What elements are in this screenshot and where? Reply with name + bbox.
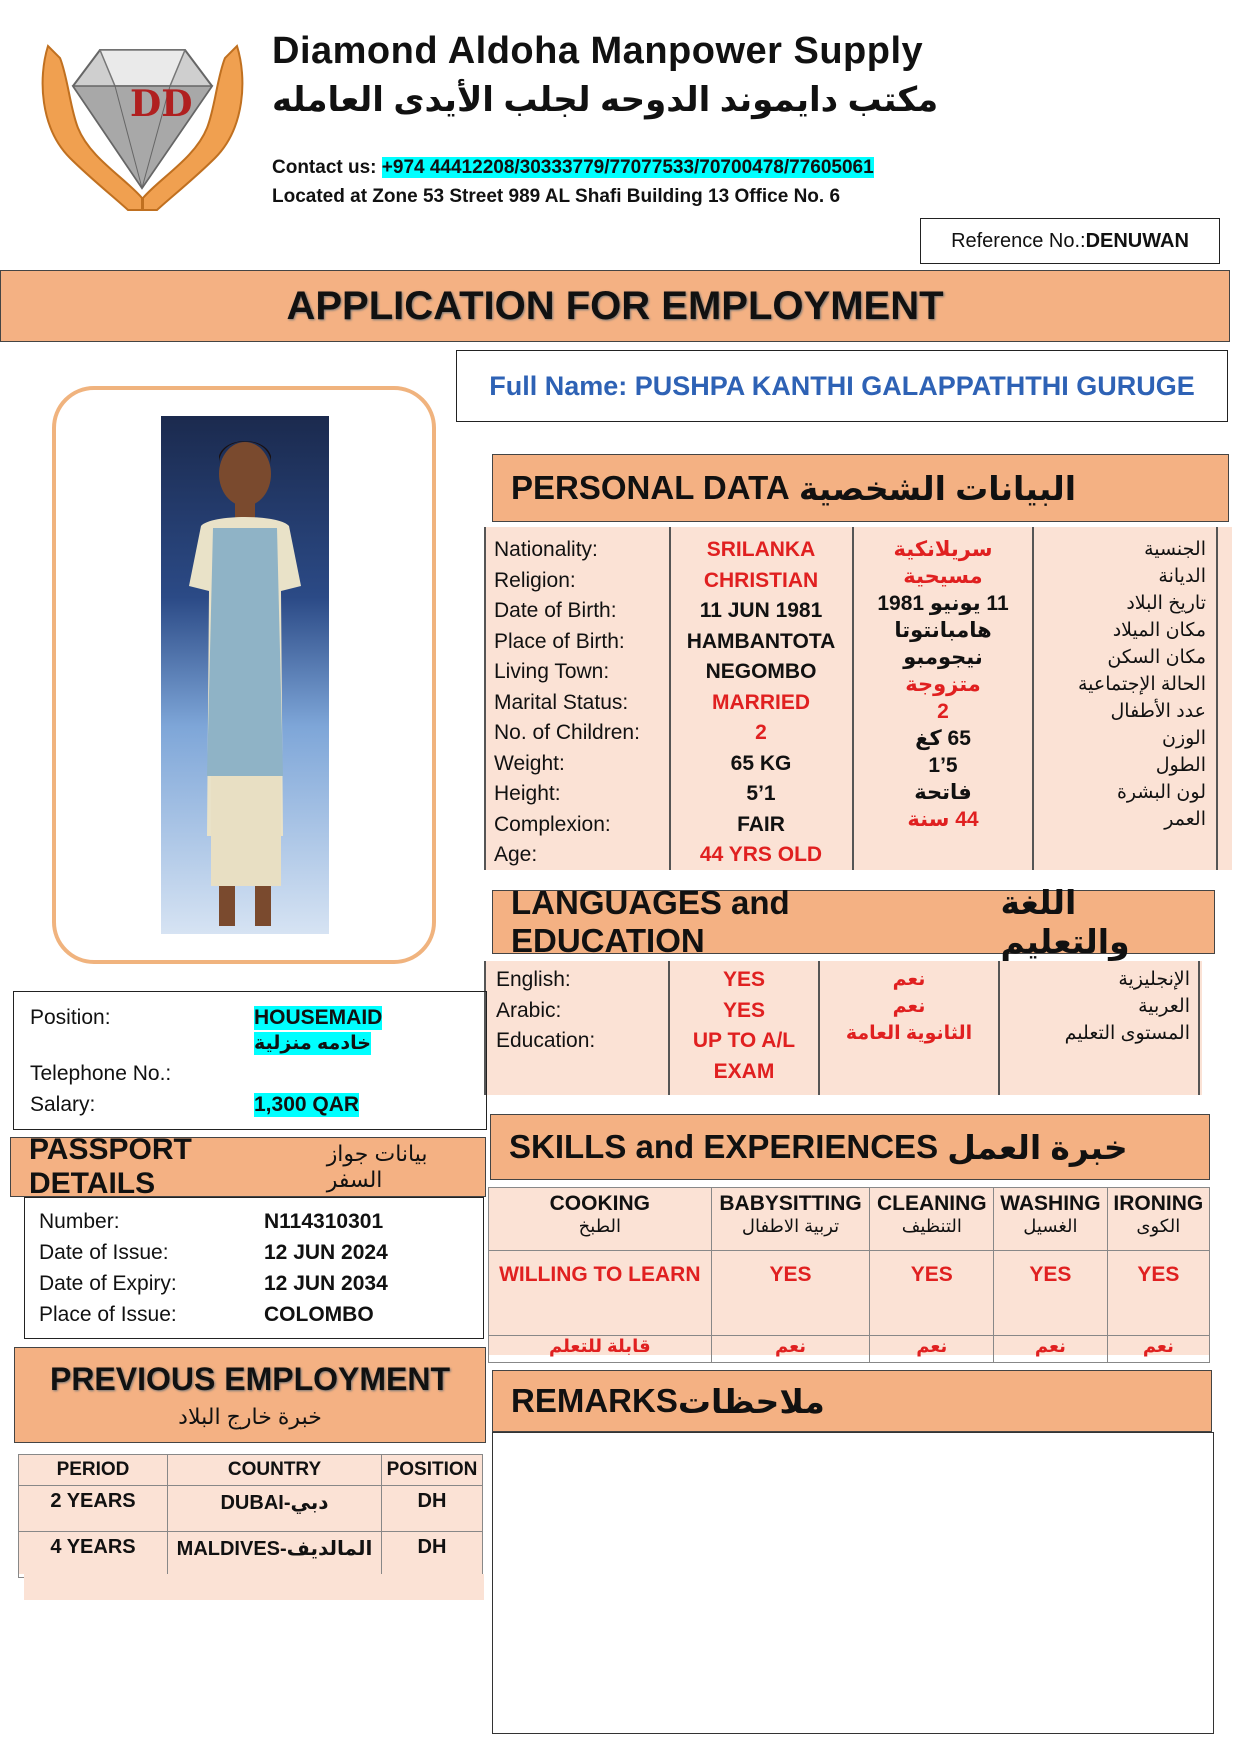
contact-label: Contact us: [272, 157, 377, 178]
personal-value: NEGOMBO [705, 660, 817, 683]
skill-value-cell [489, 1251, 712, 1336]
logo-letter: DD [130, 83, 193, 125]
page-title: APPLICATION FOR EMPLOYMENT [0, 270, 1230, 342]
personal-values [670, 527, 852, 870]
previous-employment-heading [14, 1347, 486, 1443]
personal-values-ar [854, 527, 1032, 870]
skill-value-cell [994, 1251, 1108, 1336]
skill-value-ar-cell [711, 1336, 870, 1363]
personal-label-ar: تاريخ البلاد [1126, 593, 1206, 614]
remarks-heading [492, 1370, 1212, 1432]
skills-heading-en: SKILLS and EXPERIENCES [509, 1128, 939, 1165]
personal-label: Complexion: [494, 812, 611, 836]
contact-numbers: +974 44412208/30333779/77077533/70700478/77605061 [381, 157, 874, 178]
passport-row [39, 1206, 479, 1237]
personal-label: Nationality: [494, 538, 598, 561]
passport-label: Date of Issue: [39, 1241, 169, 1264]
position-value: HOUSEMAID [254, 1006, 383, 1029]
previous-heading-ar: خبرة خارج البلاد [178, 1403, 322, 1429]
salary-value: 1,300 QAR [254, 1093, 360, 1116]
languages-values-ar [820, 961, 998, 1095]
personal-label: Age: [494, 843, 538, 866]
skill-value-ar-cell [870, 1336, 994, 1363]
languages-heading [492, 884, 1215, 960]
skill-value: WILLING TO LEARN [499, 1263, 701, 1286]
skills-grid [488, 1187, 1210, 1363]
languages-heading-en: LANGUAGES and EDUCATION [511, 884, 790, 959]
skills-header-row [489, 1188, 1210, 1251]
skills-table [488, 1187, 1210, 1355]
personal-label: No. of Children: [494, 721, 640, 744]
passport-heading-en: PASSPORT DETAILS [29, 1133, 192, 1200]
language-label: English: [496, 968, 571, 991]
languages-table [484, 961, 1202, 1095]
previous-cell: 4 YEARS [19, 1532, 168, 1578]
skill-value: YES [1137, 1263, 1180, 1286]
previous-heading-en: PREVIOUS EMPLOYMENT [49, 1360, 451, 1397]
personal-label-ar: الجنسية [1144, 539, 1206, 560]
passport-heading [10, 1133, 486, 1200]
languages-labels [496, 961, 666, 1095]
position-label: Position: [30, 1006, 111, 1029]
skill-value-cell [870, 1251, 994, 1336]
reference-label: Reference No.: [951, 229, 1086, 252]
previous-row [19, 1486, 483, 1532]
personal-label: Height: [494, 782, 561, 805]
skill-name-ar: الغسيل [1023, 1216, 1078, 1236]
personal-value: 44 YRS OLD [699, 843, 823, 866]
language-label: Education: [496, 1029, 596, 1052]
contact-line [272, 157, 874, 179]
personal-label: Living Town: [494, 660, 610, 683]
passport-row [39, 1237, 479, 1268]
skill-value: YES [910, 1263, 953, 1286]
skill-value-ar-cell [489, 1336, 712, 1363]
skill-header-cell [870, 1188, 994, 1251]
skill-name: COOKING [549, 1192, 650, 1215]
personal-value: MARRIED [712, 690, 810, 714]
personal-label: Place of Birth: [494, 629, 625, 653]
company-name-en: Diamond Aldoha Manpower Supply [272, 30, 924, 72]
skill-name-ar: الكوى [1136, 1216, 1181, 1236]
personal-value: 65 KG [730, 751, 792, 775]
language-label: Arabic: [496, 998, 562, 1022]
skill-name-ar: الطبخ [578, 1216, 621, 1236]
position-box [13, 991, 487, 1130]
personal-label-ar: لون البشرة [1116, 782, 1206, 803]
language-value: UP TO A/L EXAM [692, 1029, 796, 1083]
personal-value: 2 [755, 721, 767, 744]
skill-header-cell [489, 1188, 712, 1251]
personal-labels [494, 527, 669, 870]
skill-value-ar: نعم [1034, 1336, 1066, 1356]
language-value: YES [722, 968, 766, 991]
passport-label: Date of Expiry: [39, 1272, 177, 1295]
language-value-ar: الثانوية العامة [845, 1023, 973, 1044]
skill-value: YES [769, 1263, 812, 1286]
previous-header-cell: COUNTRY [168, 1455, 382, 1486]
salary-label: Salary: [30, 1093, 96, 1116]
skills-value-ar-row [489, 1336, 1210, 1363]
company-logo [30, 38, 255, 213]
skills-heading-ar: خبرة العمل [947, 1128, 1128, 1166]
previous-cell: DH [382, 1532, 483, 1578]
passport-heading-ar: بيانات جواز السفر [326, 1141, 428, 1192]
personal-value-ar: 65 كغ [915, 727, 971, 750]
skill-name: WASHING [1000, 1192, 1101, 1215]
previous-cell: MALDIVES-المالديف [168, 1532, 382, 1578]
reference-value: DENUWAN [1085, 229, 1189, 252]
personal-value: 11 JUN 1981 [699, 599, 823, 622]
language-value-ar: نعم [892, 969, 926, 990]
skill-header-cell [1107, 1188, 1209, 1251]
skill-value-ar: نعم [1142, 1336, 1174, 1356]
telephone-label: Telephone No.: [30, 1062, 172, 1085]
personal-label-ar: العمر [1164, 809, 1206, 830]
personal-label-ar: عدد الأطفال [1110, 701, 1206, 722]
skill-name: CLEANING [876, 1192, 987, 1215]
personal-value: SRILANKA [706, 538, 816, 561]
languages-heading-ar: اللغة والتعليم [1000, 884, 1130, 960]
previous-employment-table [18, 1454, 483, 1574]
personal-value: 5’1 [746, 782, 776, 805]
personal-label-ar: الديانة [1158, 566, 1206, 587]
skill-header-cell [711, 1188, 870, 1251]
previous-header-row [19, 1455, 483, 1486]
personal-data-table [484, 527, 1232, 870]
skill-value-cell [711, 1251, 870, 1336]
personal-value-ar: 11 يونيو 1981 [877, 592, 1009, 615]
skills-heading [490, 1114, 1210, 1180]
position-value-ar: خادمه منزلية [254, 1033, 371, 1054]
previous-cell: 2 YEARS [19, 1486, 168, 1532]
passport-value: 12 JUN 2024 [264, 1241, 388, 1264]
personal-label: Religion: [494, 568, 576, 592]
passport-value: N114310301 [264, 1210, 384, 1233]
language-label-ar: العربية [1138, 996, 1190, 1017]
passport-value: 12 JUN 2034 [264, 1272, 388, 1295]
personal-label-ar: الوزن [1161, 728, 1206, 749]
previous-cell: DUBAI-دبي [168, 1486, 382, 1532]
personal-label: Marital Status: [494, 690, 629, 714]
personal-label: Weight: [494, 751, 565, 775]
personal-value-ar: مسيحية [903, 565, 983, 588]
personal-value: FAIR [737, 812, 785, 836]
personal-data-heading-en: PERSONAL DATA [511, 469, 790, 506]
personal-label-ar: مكان السكن [1107, 647, 1206, 668]
skill-value-ar-cell [994, 1336, 1108, 1363]
personal-value-ar: هامبانتوتا [894, 619, 992, 642]
personal-label-ar: الطول [1155, 755, 1206, 776]
personal-value: CHRISTIAN [703, 568, 819, 592]
personal-value-ar: فاتحة [914, 781, 972, 804]
skill-name: BABYSITTING [719, 1192, 862, 1215]
passport-value: COLOMBO [264, 1303, 374, 1326]
languages-labels-ar [1000, 961, 1190, 1095]
passport-label: Number: [39, 1210, 120, 1233]
skill-value-ar: نعم [916, 1336, 948, 1356]
personal-value-ar: 44 سنة [907, 808, 979, 831]
previous-row [19, 1532, 483, 1578]
remarks-heading-ar: ملاحظات [677, 1382, 825, 1420]
skills-value-row [489, 1251, 1210, 1336]
skill-value-ar-cell [1107, 1336, 1209, 1363]
personal-value: HAMBANTOTA [686, 629, 836, 653]
personal-value-ar: 5’1 [928, 754, 958, 777]
applicant-photo [161, 416, 329, 934]
personal-labels-ar [1034, 527, 1206, 870]
skill-name: IRONING [1113, 1192, 1204, 1215]
previous-table-footer [24, 1574, 484, 1600]
skill-value-cell [1107, 1251, 1209, 1336]
personal-label-ar: الحالة الإجتماعية [1078, 674, 1206, 695]
personal-value-ar: 2 [937, 700, 949, 723]
previous-header-cell: POSITION [382, 1455, 483, 1486]
company-name-ar: مكتب دايموند الدوحه لجلب الأيدى العامله [272, 81, 939, 119]
personal-data-heading [492, 454, 1229, 522]
office-address: Located at Zone 53 Street 989 AL Shafi Building 13 Office No. 6 [272, 186, 841, 207]
skill-value-ar: نعم [775, 1336, 807, 1356]
passport-row [39, 1268, 479, 1299]
language-value-ar: نعم [892, 996, 926, 1017]
personal-data-heading-ar: البيانات الشخصية [798, 469, 1077, 507]
skill-name-ar: تربية الاطفال [741, 1216, 840, 1236]
remarks-box [492, 1432, 1214, 1734]
skill-header-cell [994, 1188, 1108, 1251]
personal-value-ar: نيجومبو [903, 646, 983, 669]
passport-label: Place of Issue: [39, 1303, 177, 1326]
full-name: Full Name: PUSHPA KANTHI GALAPPATHTHI GURUGE [456, 350, 1228, 422]
skill-value-ar: قابلة للتعلم [548, 1336, 651, 1356]
language-label-ar: المستوى التعليم [1064, 1023, 1190, 1044]
passport-row [39, 1299, 479, 1330]
personal-label-ar: مكان الميلاد [1112, 620, 1206, 641]
skill-name-ar: التنظيف [901, 1216, 962, 1236]
skill-value: YES [1029, 1263, 1072, 1286]
languages-values [670, 961, 818, 1095]
language-label-ar: الإنجليزية [1118, 969, 1190, 990]
passport-rows [39, 1206, 479, 1330]
previous-grid [18, 1454, 483, 1578]
language-value: YES [722, 998, 766, 1022]
previous-cell: DH [382, 1486, 483, 1532]
personal-label: Date of Birth: [494, 599, 617, 622]
personal-value-ar: سريلانكية [893, 538, 993, 561]
remarks-heading-en: REMARKS [511, 1382, 678, 1419]
passport-box [24, 1197, 484, 1339]
reference-box [920, 218, 1220, 264]
personal-value-ar: متزوجة [905, 673, 981, 696]
previous-header-cell: PERIOD [19, 1455, 168, 1486]
